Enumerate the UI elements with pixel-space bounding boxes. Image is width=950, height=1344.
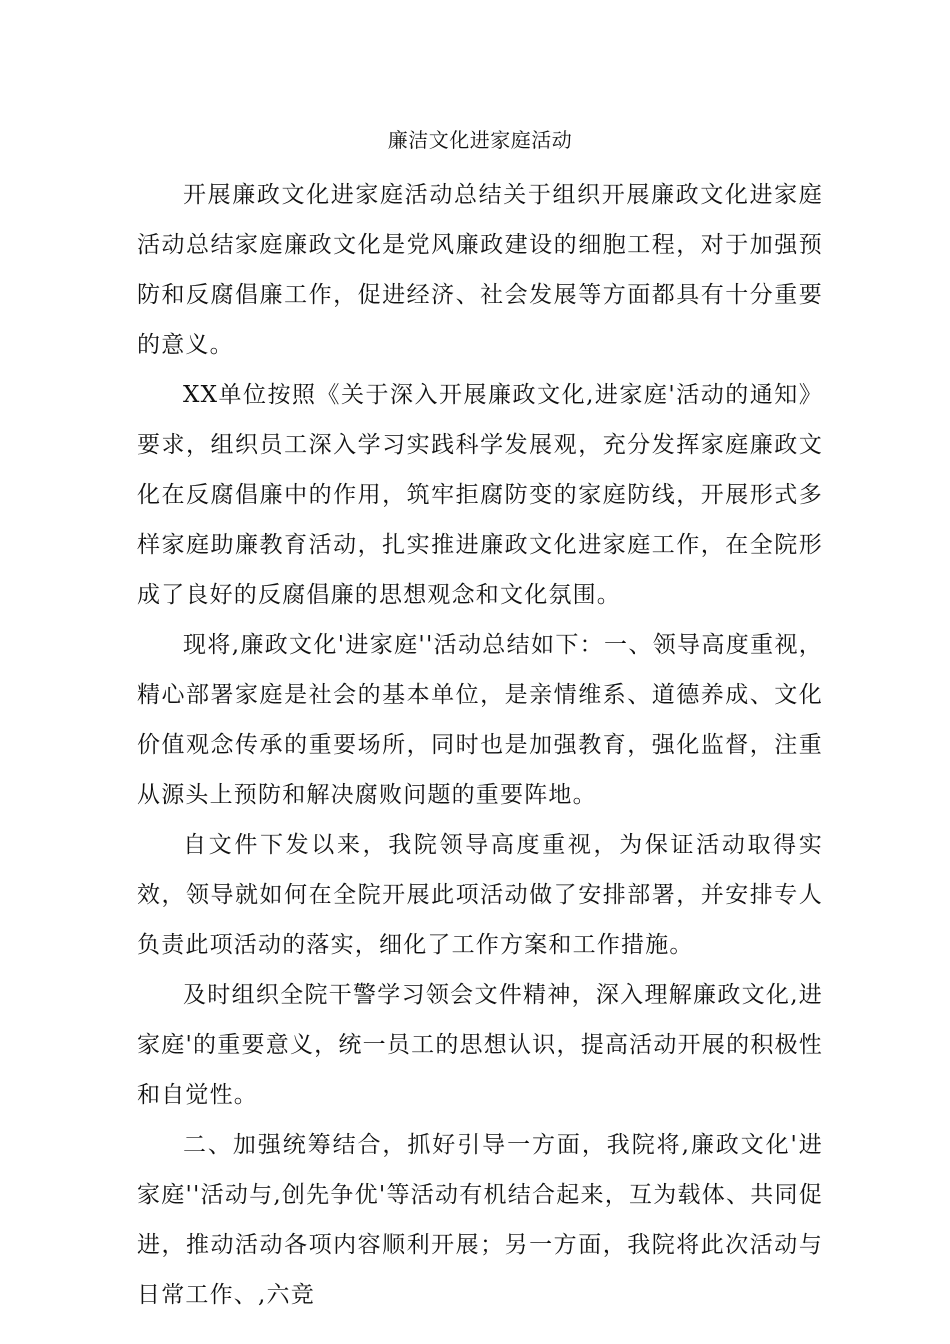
paragraph-6: 二、加强统筹结合，抓好引导一方面，我院将,廉政文化'进家庭''活动与,创先争优'等活动有机结合起来，互为载体、共同促进，推动活动各项内容顺利开展；另一方面，我院将此次活动与日常工作、,六竞 [137,1132,823,1308]
paragraph-5: 及时组织全院干警学习领会文件精神，深入理解廉政文化,进家庭'的重要意义，统一员工的思想认识，提高活动开展的积极性和自觉性。 [137,982,823,1108]
paragraph-1: 开展廉政文化进家庭活动总结关于组织开展廉政文化进家庭活动总结家庭廉政文化是党风廉政建设的细胞工程，对于加强预防和反腐倡廉工作，促进经济、社会发展等方面都具有十分重要的意义。 [137,182,823,358]
document-title: 廉洁文化进家庭活动 [387,128,573,152]
paragraph-3: 现将,廉政文化'进家庭''活动总结如下：一、领导高度重视，精心部署家庭是社会的基本单位，是亲情维系、道德养成、文化价值观念传承的重要场所，同时也是加强教育，强化监督，注重从源头上预防和解决腐败问题的重要阵地。 [137,632,823,808]
document-page [137,120,823,1320]
paragraph-4: 自文件下发以来，我院领导高度重视，为保证活动取得实效，领导就如何在全院开展此项活动做了安排部署，并安排专人负责此项活动的落实，细化了工作方案和工作措施。 [137,832,823,958]
paragraph-2: XX单位按照《关于深入开展廉政文化,进家庭'活动的通知》要求，组织员工深入学习实践科学发展观，充分发挥家庭廉政文化在反腐倡廉中的作用，筑牢拒腐防变的家庭防线，开展形式多样家庭助廉教育活动，扎实推进廉政文化进家庭工作，在全院形成了良好的反腐倡廉的思想观念和文化氛围。 [137,382,823,608]
